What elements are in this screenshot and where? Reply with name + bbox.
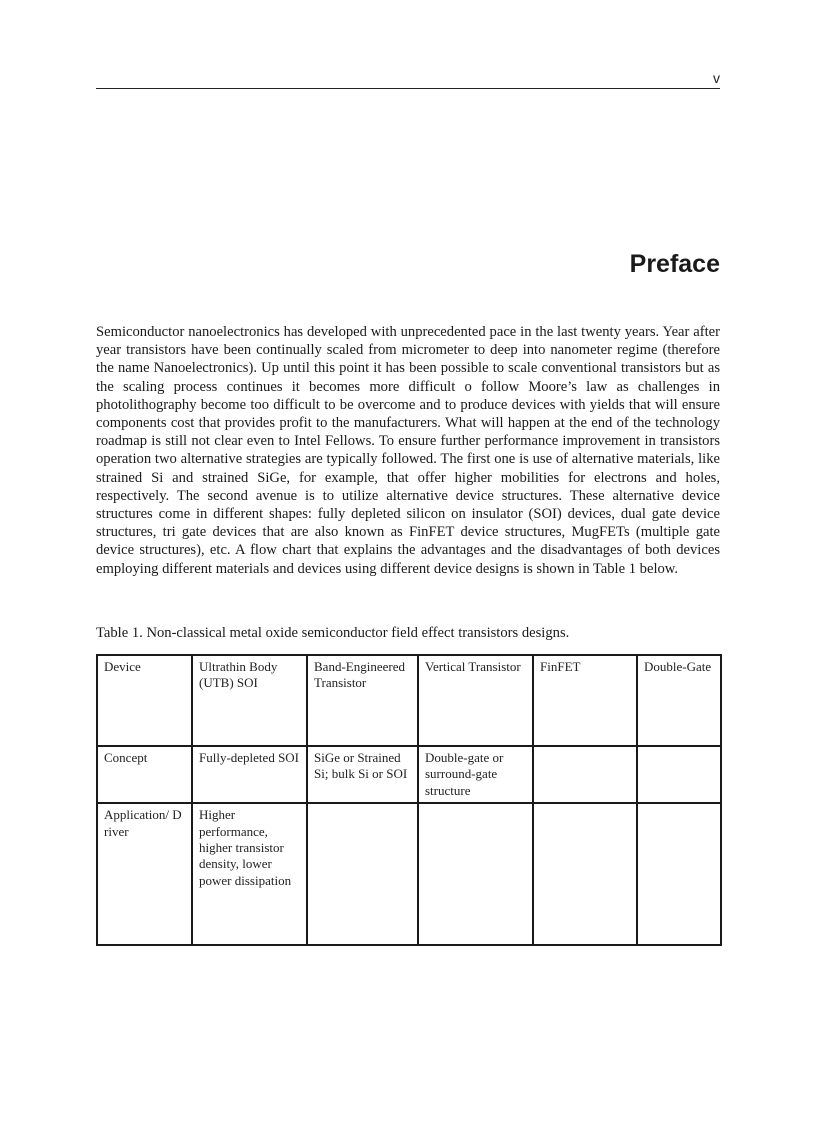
body-paragraph: Semiconductor nanoelectronics has developed with unprecedented pace in the last twenty years. Year after year transistors have been continually scaled from micrometer to deep into nanometer regime (therefore the name Nanoelectronics). Up until this point it has been possible to scale conventional transistors but as the scaling process continues it becomes more difficult o follow Moore’s law as challenges in photolithography become too difficult to be overcome and to produce devices with yields that will ensure components cost that provides profit to the manufacturers. What will happen at the end of the technology roadmap is still not clear even to Intel Fellows. To ensure further performance improvement in transistors operation two alternative strategies are typically followed. The first one is use of alternative materials, like strained Si and strained SiGe, for example, that offer higher mobilities for electrons and holes, respectively. The second avenue is to utilize alternative device structures. These alternative device structures come in different shapes: fully depleted silicon on insulator (SOI) devices, dual gate device structures, tri gate devices that are also known as FinFET device structures, MugFETs (multiple gate device structures), etc. A flow chart that explains the advantages and the disadvantages of both devices employing different materials and devices using different device designs is shown in Table 1 below. <box>96 324 720 577</box>
table-cell: SiGe or Strained Si; bulk Si or SOI <box>307 746 418 803</box>
table-row-device <box>97 655 721 746</box>
chapter-title: Preface <box>629 250 720 278</box>
table-cell <box>637 746 721 803</box>
table-row-concept <box>97 746 721 803</box>
table-cell: Double-gate or surround-gate structure <box>418 746 533 803</box>
table-cell <box>418 803 533 945</box>
table-cell: Fully-depleted SOI <box>192 746 307 803</box>
page-number: v <box>713 70 720 86</box>
table-cell: Double-Gate <box>637 655 721 746</box>
table-cell: Ultrathin Body (UTB) SOI <box>192 655 307 746</box>
table-cell: Concept <box>97 746 192 803</box>
table-cell: Device <box>97 655 192 746</box>
table-cell: Higher performance, higher transistor density, lower power dissipation <box>192 803 307 945</box>
header-rule <box>96 88 720 89</box>
table-cell <box>533 803 637 945</box>
table-cell <box>533 746 637 803</box>
table-cell: FinFET <box>533 655 637 746</box>
table-cell: Band-Engineered Transistor <box>307 655 418 746</box>
table-cell <box>637 803 721 945</box>
table-cell: Application/ D river <box>97 803 192 945</box>
table-caption: Table 1. Non-classical metal oxide semiconductor field effect transistors designs. <box>96 625 570 641</box>
table-cell <box>307 803 418 945</box>
designs-table <box>96 654 722 946</box>
table-row-application <box>97 803 721 945</box>
table-cell: Vertical Transistor <box>418 655 533 746</box>
